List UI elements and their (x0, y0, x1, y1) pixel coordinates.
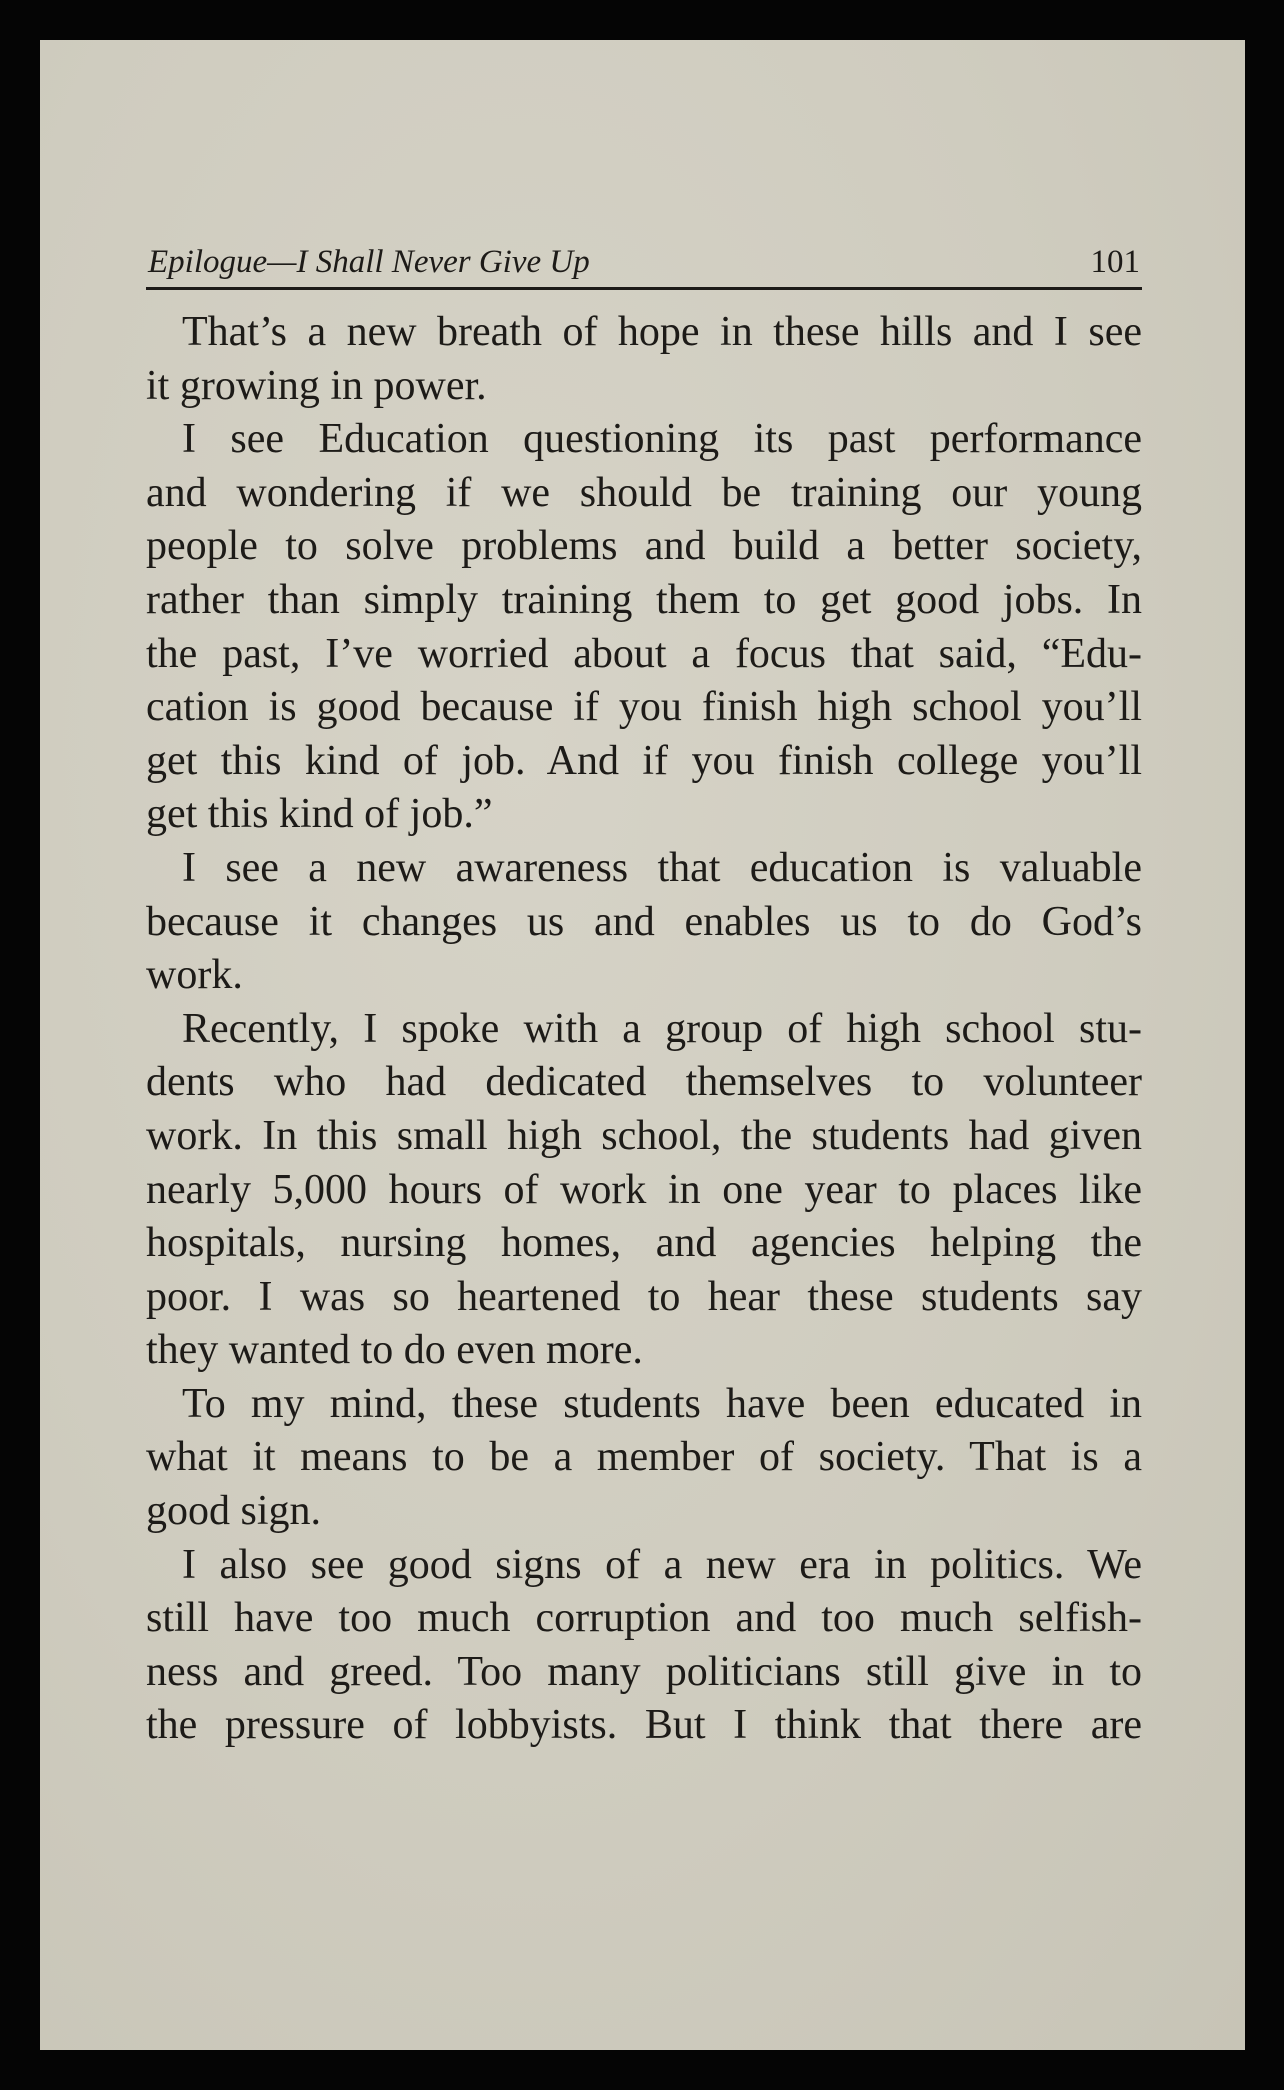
text-line: because it changes us and enables us to do God’s (146, 898, 1142, 945)
text-line: get this kind of job.” (146, 791, 493, 838)
text-line: good sign. (146, 1488, 322, 1535)
book-page (40, 40, 1245, 2050)
paragraph (146, 306, 1142, 413)
text-line: I also see good signs of a new era in politics. We (182, 1541, 1142, 1588)
text-line: still have too much corruption and too much selfish- (146, 1595, 1142, 1642)
text-line: I see a new awareness that education is valuable (182, 844, 1142, 891)
text-line: and wondering if we should be training our young (146, 469, 1142, 516)
text-line: the past, I’ve worried about a focus that said, “Edu- (146, 630, 1142, 677)
text-line: they wanted to do even more. (146, 1327, 643, 1374)
text-line: rather than simply training them to get good jobs. In (146, 576, 1142, 623)
text-line: cation is good because if you finish high school you’ll (146, 684, 1142, 731)
running-title: Epilogue—I Shall Never Give Up (148, 244, 590, 280)
text-line: Recently, I spoke with a group of high school stu- (182, 1005, 1142, 1052)
text-line: dents who had dedicated themselves to volunteer (146, 1059, 1142, 1106)
text-line: people to solve problems and build a better society, (146, 523, 1142, 570)
text-line: ness and greed. Too many politicians still give in to (146, 1648, 1142, 1695)
text-line: nearly 5,000 hours of work in one year to places like (146, 1166, 1142, 1213)
body-text (146, 306, 1142, 1753)
text-line: it growing in power. (146, 362, 487, 409)
text-line: get this kind of job. And if you finish college you’ll (146, 737, 1142, 784)
text-line: work. In this small high school, the students had given (146, 1112, 1142, 1159)
text-line: I see Education questioning its past performance (182, 416, 1142, 463)
paragraph (146, 842, 1142, 1003)
paragraph (146, 413, 1142, 842)
text-line: That’s a new breath of hope in these hills and I see (182, 309, 1142, 355)
text-line: what it means to be a member of society. That is a (146, 1434, 1142, 1481)
text-line: the pressure of lobbyists. But I think that there are (146, 1702, 1142, 1749)
page-number: 101 (1090, 244, 1140, 280)
running-header (146, 233, 1142, 290)
text-line: To my mind, these students have been educated in (182, 1380, 1142, 1427)
text-line: poor. I was so heartened to hear these students say (146, 1273, 1142, 1320)
text-line: work. (146, 952, 243, 999)
paragraph (146, 1539, 1142, 1753)
paragraph (146, 1003, 1142, 1378)
text-line: hospitals, nursing homes, and agencies helping the (146, 1220, 1142, 1267)
paragraph (146, 1378, 1142, 1539)
